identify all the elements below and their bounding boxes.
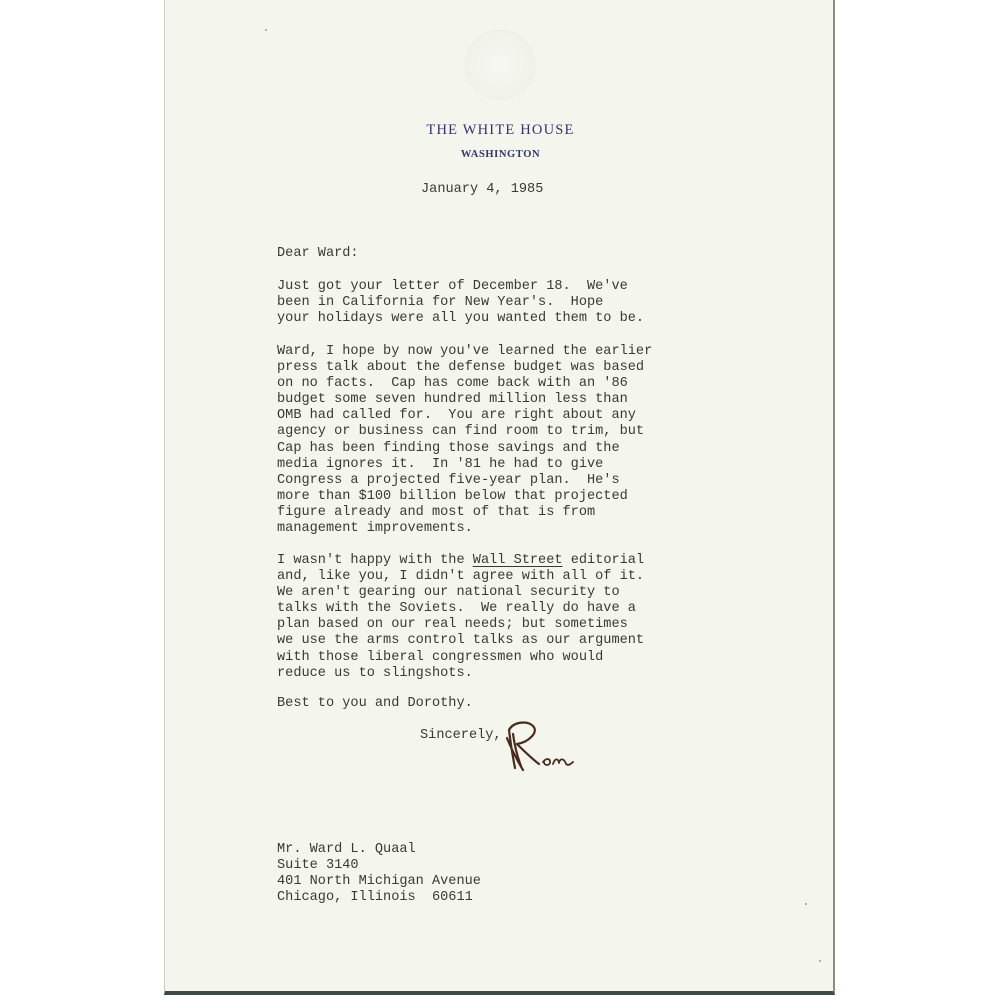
salutation: Dear Ward: <box>277 246 359 261</box>
paragraph-line: talks with the Soviets. We really do have a <box>277 601 636 617</box>
paragraph-line: with those liberal congressmen who would <box>277 649 604 665</box>
paper-speck <box>265 29 267 31</box>
letterhead-city: WASHINGTON <box>460 149 541 160</box>
closing-line: Best to you and Dorothy. <box>277 696 473 711</box>
recipient-address <box>277 842 481 906</box>
embossed-seal-icon <box>465 30 535 100</box>
letter-page <box>164 0 835 995</box>
paragraph-line: agency or business can find room to trim, but <box>277 424 645 440</box>
paragraph-line: Cap has been finding those savings and the <box>277 440 620 456</box>
paragraph-line: on no facts. Cap has come back with an '86 <box>277 376 628 392</box>
paragraph-line: Ward, I hope by now you've learned the earlier <box>277 344 653 359</box>
paragraph-1 <box>277 279 644 327</box>
paragraph-line: and, like you, I didn't agree with all of it. <box>277 569 645 585</box>
paragraph-line: more than $100 billion below that projected <box>277 488 628 504</box>
paragraph-line: management improvements. <box>277 521 473 537</box>
paragraph-2 <box>277 344 652 537</box>
paragraph-line: your holidays were all you wanted them to be. <box>277 311 645 327</box>
paragraph-line: press talk about the defense budget was based <box>277 360 645 376</box>
paper-speck <box>819 960 821 962</box>
paper-speck <box>805 903 807 905</box>
paragraph-line: We aren't gearing our national security to <box>277 585 620 601</box>
signoff: Sincerely, <box>420 728 502 743</box>
letter-date: January 4, 1985 <box>421 182 544 197</box>
letterhead-title: THE WHITE HOUSE <box>426 122 575 138</box>
recipient-street: 401 North Michigan Avenue <box>277 874 481 890</box>
handwritten-signature-icon <box>503 718 583 778</box>
recipient-name: Mr. Ward L. Quaal <box>277 842 416 857</box>
paragraph-line: been in California for New Year's. Hope <box>277 295 604 311</box>
line-text: I wasn't happy with the <box>277 553 473 568</box>
recipient-city: Chicago, Illinois 60611 <box>277 890 473 906</box>
paragraph-line: plan based on our real needs; but sometimes <box>277 617 628 633</box>
paragraph-line: we use the arms control talks as our argument <box>277 633 645 649</box>
paragraph-3 <box>277 553 644 682</box>
line-text: editorial <box>562 553 645 568</box>
paragraph-line: budget some seven hundred million less than <box>277 392 628 408</box>
paragraph-line: figure already and most of that is from <box>277 504 596 520</box>
underlined-publication-title: Wall Street <box>472 553 563 568</box>
paragraph-line: OMB had called for. You are right about any <box>277 408 636 424</box>
paragraph-line: media ignores it. In '81 he had to give <box>277 456 604 472</box>
recipient-suite: Suite 3140 <box>277 858 359 874</box>
paragraph-line <box>277 553 644 569</box>
paragraph-line: Congress a projected five-year plan. He's <box>277 472 620 488</box>
paragraph-line: reduce us to slingshots. <box>277 665 473 681</box>
paragraph-line: Just got your letter of December 18. We've <box>277 279 628 294</box>
